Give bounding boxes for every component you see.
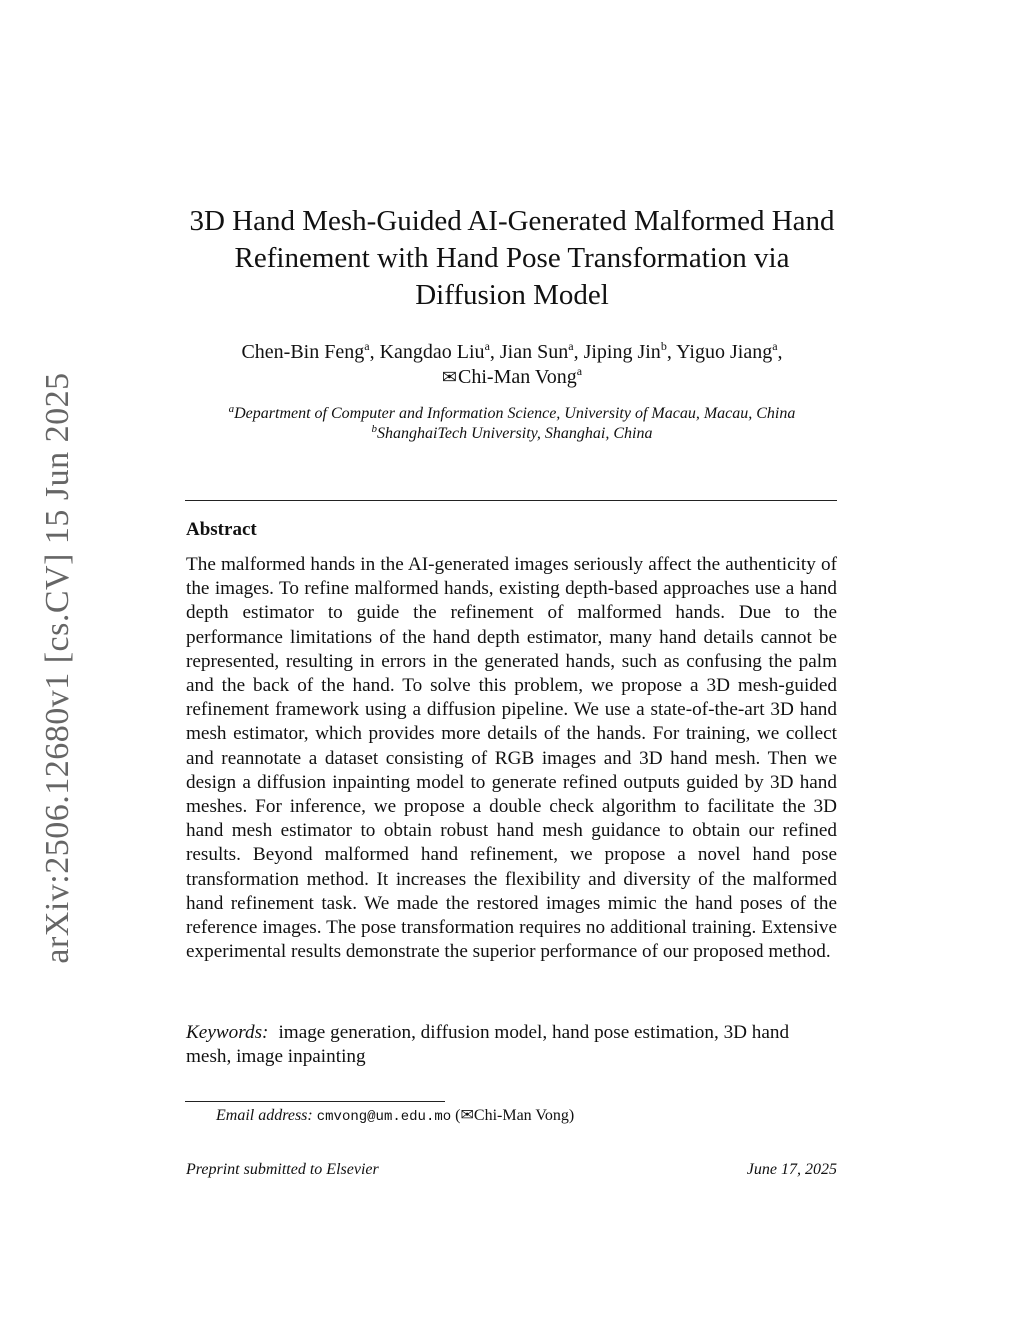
email-footnote bbox=[216, 1106, 574, 1127]
affiliation-mark: a bbox=[228, 403, 235, 415]
author-name: Chen-Bin Feng bbox=[241, 341, 365, 363]
envelope-icon: ✉ bbox=[441, 367, 458, 387]
title-line-3: Diffusion Model bbox=[415, 279, 609, 311]
author-name: Yiguo Jiang bbox=[676, 341, 773, 363]
affiliation-list bbox=[185, 404, 839, 444]
author-line-2 bbox=[185, 365, 839, 390]
author-list bbox=[185, 340, 839, 390]
affiliation-mark: b bbox=[371, 423, 378, 435]
footnote-open-paren: ( bbox=[455, 1107, 461, 1124]
affiliation-text: Department of Computer and Information Science, University of Macau, Macau, China bbox=[234, 405, 796, 422]
preprint-notice: Preprint submitted to Elsevier bbox=[186, 1161, 379, 1178]
paper-title bbox=[185, 203, 839, 314]
title-line-1: 3D Hand Mesh-Guided AI-Generated Malformed Hand bbox=[189, 205, 835, 237]
preprint-date: June 17, 2025 bbox=[746, 1161, 837, 1178]
abstract-heading: Abstract bbox=[186, 519, 257, 540]
author-name: Kangdao Liu bbox=[379, 341, 485, 363]
footnote-close-paren: ) bbox=[568, 1107, 575, 1124]
author-name: Chi-Man Vong bbox=[458, 366, 577, 388]
affiliation-mark: a bbox=[364, 339, 370, 353]
horizontal-rule bbox=[185, 500, 837, 501]
footnote-author-name: Chi-Man Vong bbox=[473, 1107, 569, 1124]
envelope-icon: ✉ bbox=[460, 1107, 474, 1124]
affiliation-mark: a bbox=[484, 339, 490, 353]
footnote-rule bbox=[185, 1101, 445, 1102]
affiliation-mark: b bbox=[660, 339, 667, 353]
email-address-link[interactable]: cmvong@um.edu.mo bbox=[316, 1109, 452, 1125]
keywords bbox=[186, 1021, 837, 1069]
abstract-body: The malformed hands in the AI-generated images seriously affect the authenticity of the images. To refine malformed hands, existing depth-based approaches use a hand depth estimator to guide the refinement of malformed hands. Due to the performance limitations of the hand depth estimator, many hand details cannot be represented, resulting in errors in the generated hands, such as confusing the palm and the back of the hand. To solve this problem, we propose a 3D mesh-guided refinement framework using a diffusion pipeline. We use a state-of-the-art 3D hand mesh estimator, which provides more details of the hands. For training, we collect and reannotate a dataset consisting of RGB images and 3D hand mesh. Then we design a diffusion inpainting model to generate refined outputs guided by 3D hand meshes. For inference, we propose a double check algorithm to facilitate the 3D hand mesh estimator to obtain robust hand mesh guidance to obtain our refined results. Beyond malformed hand refinement, we propose a novel hand pose transformation method. It increases the flexibility and diversity of the malformed hand refinement task. We made the restored images mimic the hand poses of the reference images. The pose transformation requires no additional training. Extensive experimental results demonstrate the superior performance of our proposed method. bbox=[186, 554, 837, 963]
arxiv-identifier-stamp: arXiv:2506.12680v1 [cs.CV] 15 Jun 2025 bbox=[39, 372, 76, 964]
author-line-1: Chen-Bin Feng$^a$, Kangdao Liu$^a$, Jian Sun$^a$, Jiping Jin$^b$, Yiguo Jiang$^a$, bbox=[241, 339, 783, 363]
affiliation-item bbox=[185, 424, 839, 444]
author-name: Jiping Jin bbox=[583, 341, 661, 363]
email-label: Email address: bbox=[216, 1107, 313, 1124]
author-name: Jian Sun bbox=[499, 341, 569, 363]
affiliation-mark: a bbox=[576, 364, 583, 378]
affiliation-text: ShanghaiTech University, Shanghai, China bbox=[377, 425, 653, 442]
keywords-label: Keywords: bbox=[186, 1022, 269, 1043]
affiliation-mark: a bbox=[772, 339, 778, 353]
title-line-2: Refinement with Hand Pose Transformation via bbox=[234, 242, 790, 274]
affiliation-mark: a bbox=[568, 339, 574, 353]
affiliation-item bbox=[185, 404, 839, 424]
keywords-text: image generation, diffusion model, hand pose estimation, 3D hand mesh, image inpainting bbox=[186, 1022, 790, 1068]
